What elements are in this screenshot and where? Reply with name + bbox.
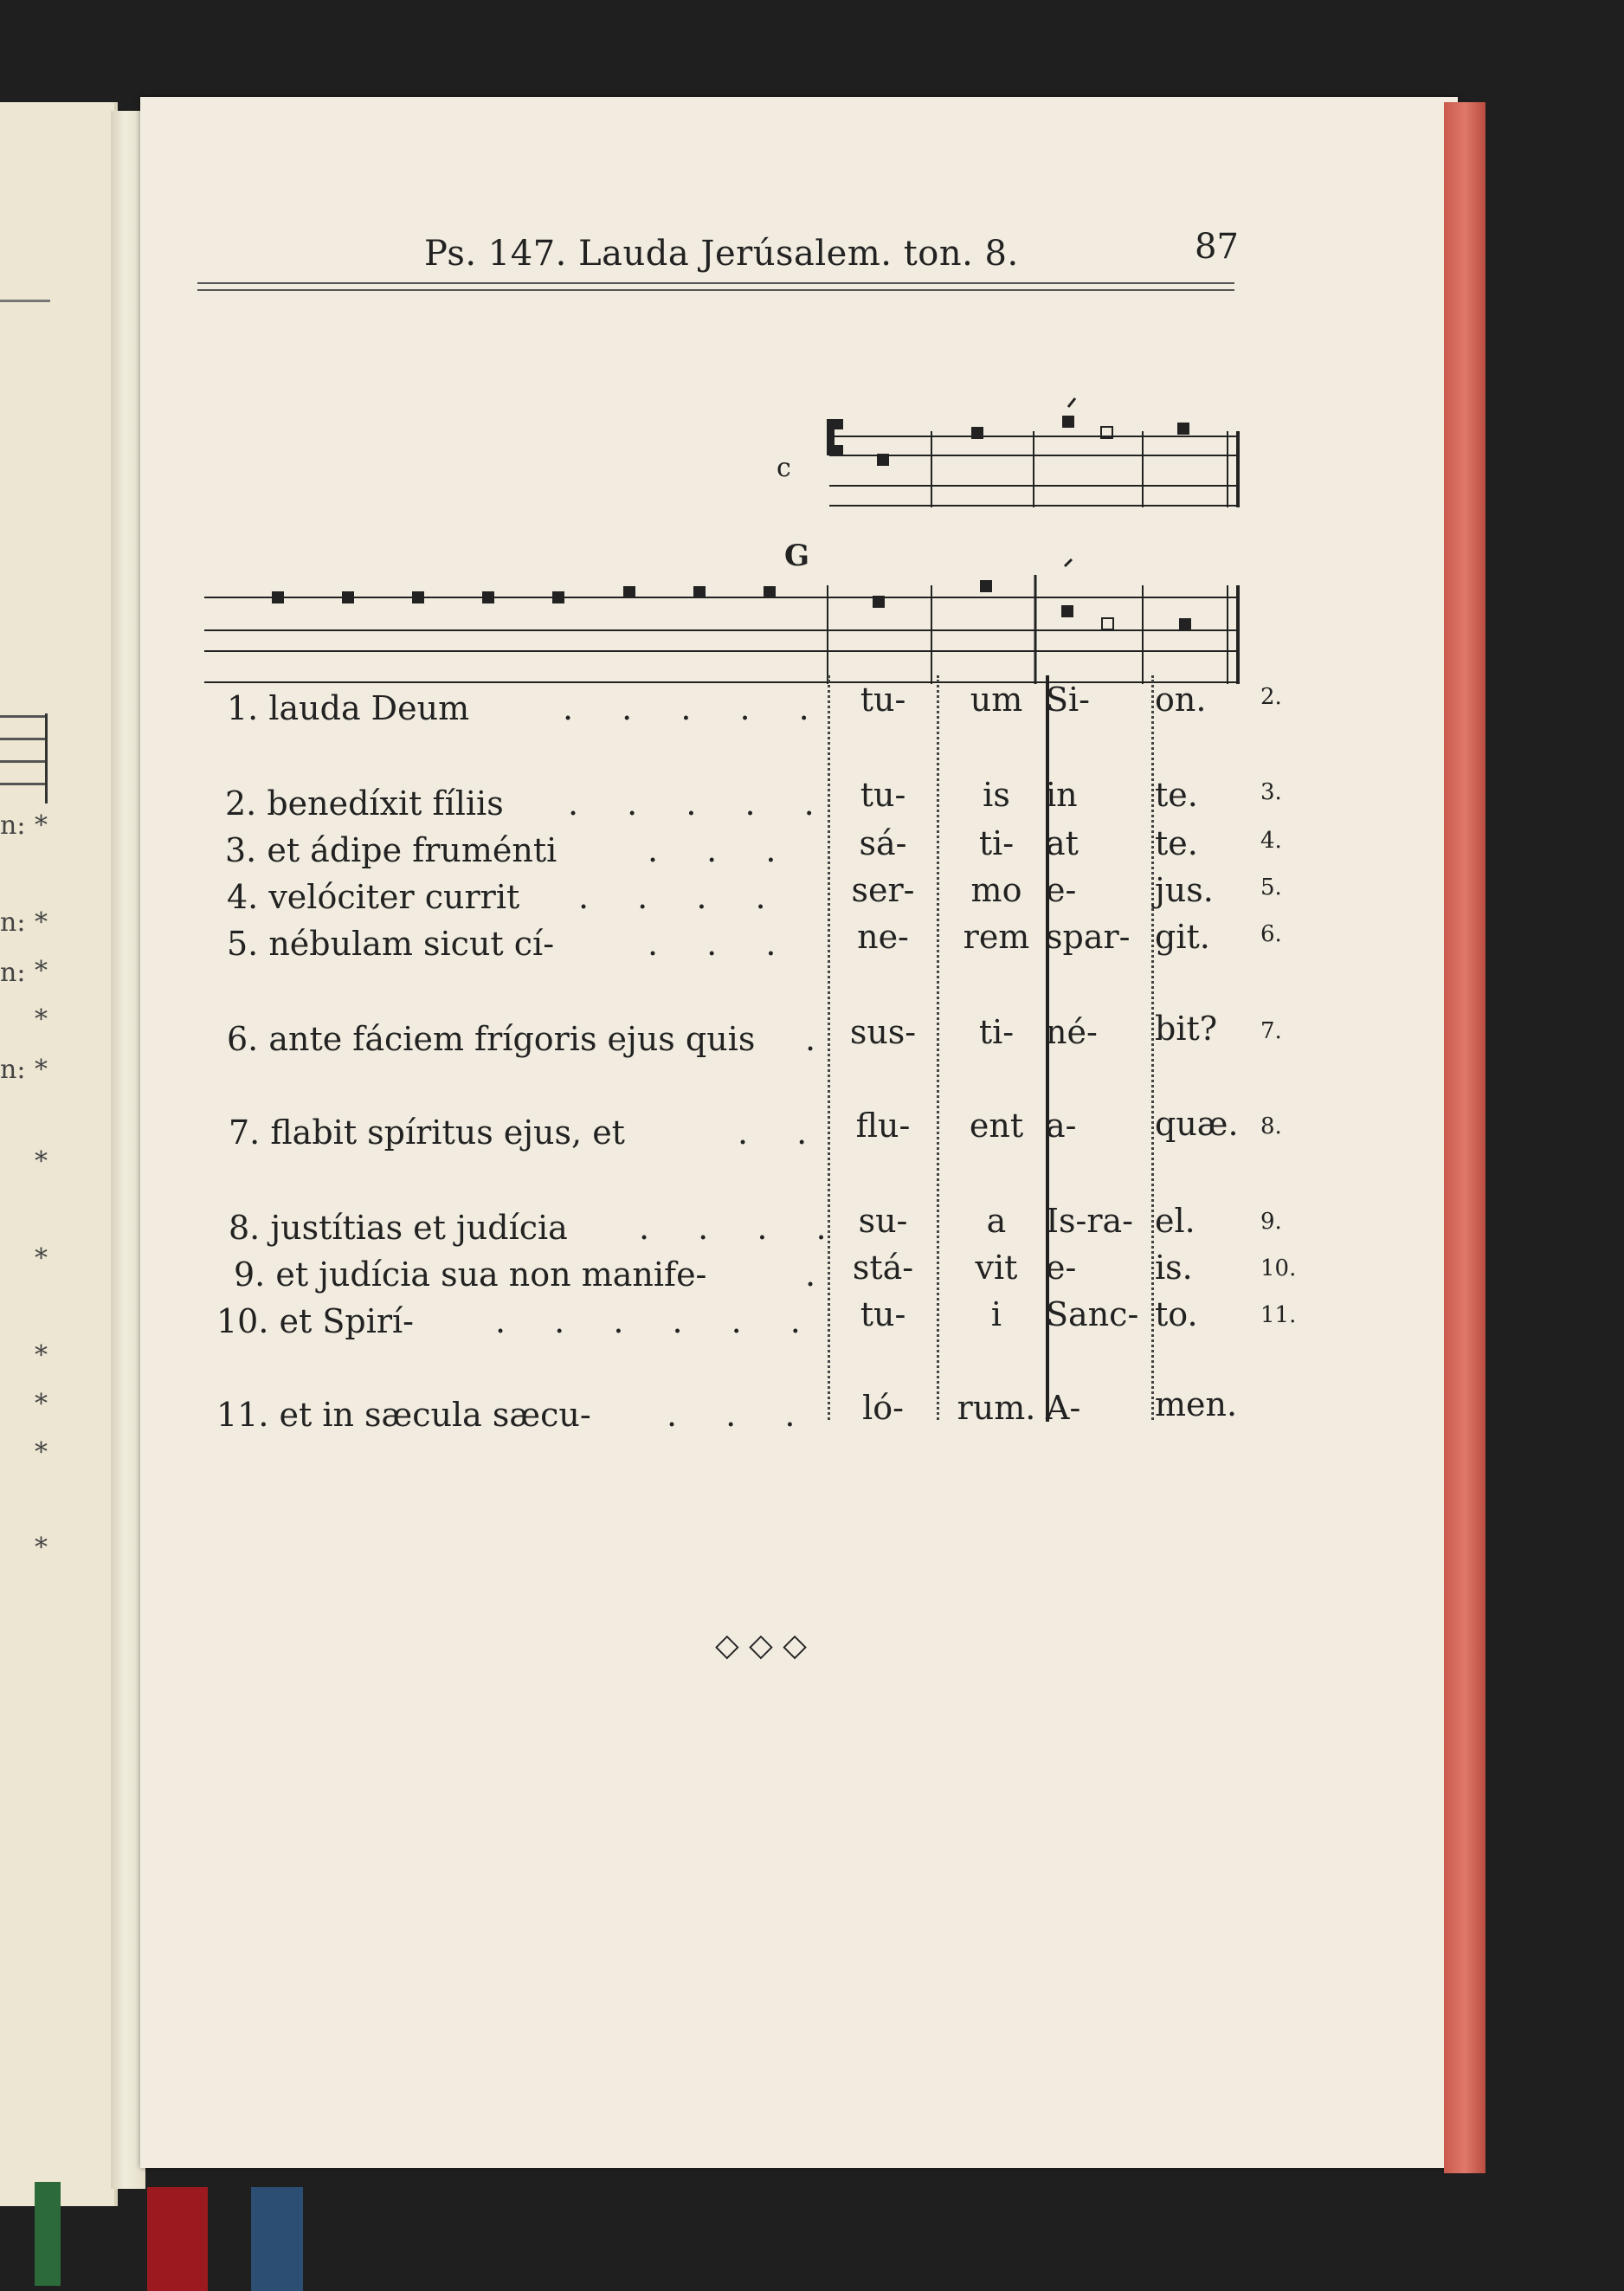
leader-dots: . . . . . <box>568 784 834 823</box>
next-verse-number: 11. <box>1260 1302 1297 1328</box>
asterisk-icon: * <box>35 1004 48 1035</box>
verse-text: 7. flabit spíritus ejus, et <box>229 1113 625 1152</box>
next-verse-number: 6. <box>1260 921 1282 947</box>
verse-text: 1. lauda Deum <box>227 689 470 727</box>
verse-text: 11. et in sæcula sæcu- <box>216 1396 591 1434</box>
syllable-cell: men. <box>1155 1385 1238 1423</box>
asterisk-icon: * <box>35 1055 48 1085</box>
asterisk-icon: * <box>35 1437 48 1468</box>
asterisk-icon: * <box>35 956 48 986</box>
leader-dots: . . . . <box>639 1209 846 1247</box>
syllable-cell: bit? <box>1155 1010 1218 1048</box>
leader-dots: . . . . . . <box>495 1302 820 1340</box>
syllable-cell: ló- <box>862 1389 904 1427</box>
syllable-cell: e- <box>1046 1249 1077 1287</box>
syllable-cell: ent <box>969 1107 1024 1145</box>
syllable-cell: el. <box>1155 1202 1195 1240</box>
left-fragment: n: <box>0 907 26 938</box>
syllable-cell: spar- <box>1046 918 1131 956</box>
verse-text: 4. velóciter currit <box>227 878 520 916</box>
syllable-cell: stá- <box>852 1249 914 1287</box>
verse-text: 8. justítias et judícia <box>229 1209 568 1247</box>
syllable-cell: mo <box>970 871 1022 909</box>
syllable-cell: a- <box>1046 1107 1077 1145</box>
running-header-title: Ps. 147. Lauda Jerúsalem. ton. 8. <box>424 234 1019 274</box>
left-fragment: n: <box>0 1055 26 1085</box>
syllable-cell: ne- <box>857 918 909 956</box>
next-verse-number: 3. <box>1260 779 1282 805</box>
leader-dots: . . . <box>648 831 796 869</box>
syllable-cell: sá- <box>859 824 907 862</box>
syllable-cell: su- <box>858 1202 908 1240</box>
syllable-cell: Si- <box>1046 681 1091 719</box>
page-number: 87 <box>1195 227 1239 267</box>
syllable-cell: ser- <box>851 871 915 909</box>
syllable-cell: jus. <box>1155 871 1214 909</box>
syllable-cell: in <box>1046 776 1078 814</box>
next-verse-number: 10. <box>1260 1255 1297 1281</box>
syllable-cell: A- <box>1046 1389 1081 1427</box>
lower-staff <box>204 575 1240 684</box>
next-verse-number: 8. <box>1260 1113 1282 1139</box>
next-verse-number: 7. <box>1260 1018 1282 1044</box>
syllable-cell: rem <box>963 918 1030 956</box>
next-verse-number: 4. <box>1260 828 1282 854</box>
syllable-cell: te. <box>1155 776 1198 814</box>
syllable-cell: Is-ra- <box>1046 1202 1134 1240</box>
syllable-cell: i <box>990 1295 1002 1333</box>
upper-staff <box>829 431 1240 507</box>
syllable-cell: quæ. <box>1155 1105 1239 1143</box>
leader-dots: . . . . . <box>563 689 828 727</box>
syllable-cell: is <box>983 776 1010 814</box>
verse-text: 10. et Spirí- <box>216 1302 415 1340</box>
end-ornament: ◇ ◇ ◇ <box>715 1628 807 1663</box>
leader-dots: . . . . <box>578 878 785 916</box>
left-fragment: n: <box>0 810 26 841</box>
syllable-cell: e- <box>1046 871 1077 909</box>
asterisk-icon: * <box>35 1340 48 1371</box>
verse-text: 3. et ádipe fruménti <box>225 831 557 869</box>
syllable-cell: né- <box>1046 1013 1098 1051</box>
next-verse-number: 9. <box>1260 1209 1282 1235</box>
syllable-cell: um <box>970 681 1023 719</box>
syllable-cell: ti- <box>978 1013 1015 1051</box>
next-verse-number: 2. <box>1260 684 1282 710</box>
verse-text: 9. et judícia sua non manife- <box>234 1255 707 1294</box>
syllable-cell: tu- <box>860 1295 906 1333</box>
syllable-cell: on. <box>1155 681 1207 719</box>
leader-dots: . . . <box>648 925 796 963</box>
syllable-cell: to. <box>1155 1295 1198 1333</box>
left-fragment: n: <box>0 958 26 988</box>
leader-dots: . . <box>738 1113 827 1152</box>
upper-staff-clef-label: c <box>777 453 791 483</box>
next-verse-number: 5. <box>1260 874 1282 900</box>
syllable-cell: Sanc- <box>1046 1295 1139 1333</box>
asterisk-icon: * <box>35 1533 48 1563</box>
leader-dots: . . . <box>667 1396 815 1434</box>
leader-dots: . <box>805 1255 835 1294</box>
syllable-cell: rum. <box>957 1389 1036 1427</box>
syllable-cell: flu- <box>855 1107 911 1145</box>
lower-staff-clef-label: G <box>784 539 810 573</box>
asterisk-icon: * <box>35 1243 48 1274</box>
syllable-cell: is. <box>1155 1249 1193 1287</box>
verse-text: 6. ante fáciem frígoris ejus quis <box>227 1020 756 1058</box>
syllable-cell: ti- <box>978 824 1015 862</box>
asterisk-icon: * <box>35 1389 48 1419</box>
asterisk-icon: * <box>35 1146 48 1177</box>
syllable-cell: sus- <box>849 1013 917 1051</box>
syllable-cell: te. <box>1155 824 1198 862</box>
verse-text: 2. benedíxit fíliis <box>225 784 504 823</box>
syllable-cell: vit <box>975 1249 1018 1287</box>
syllable-cell: tu- <box>860 681 906 719</box>
verse-text: 5. nébulam sicut cí- <box>227 925 555 963</box>
syllable-cell: at <box>1046 824 1079 862</box>
syllable-cell: tu- <box>860 776 906 814</box>
asterisk-icon: * <box>35 810 48 841</box>
syllable-cell: a <box>986 1202 1007 1240</box>
leader-dots: . <box>805 1020 835 1058</box>
lower-staff-notes <box>272 559 1191 630</box>
syllable-cell: git. <box>1155 918 1210 956</box>
asterisk-icon: * <box>35 907 48 938</box>
